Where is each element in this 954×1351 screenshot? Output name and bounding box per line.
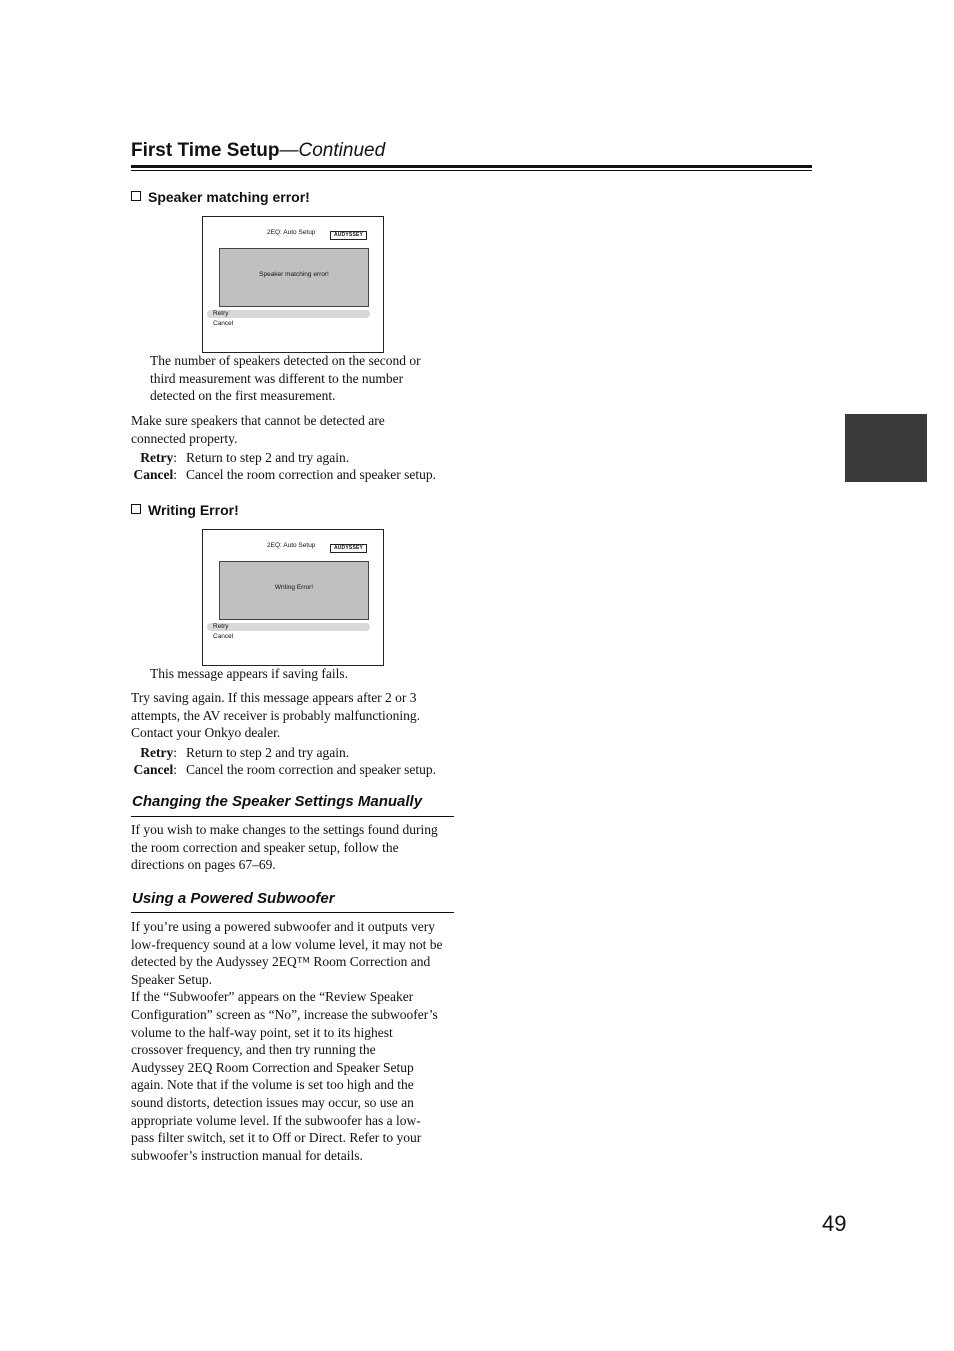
error-message-box: [219, 561, 369, 620]
retry-option: Retry: [213, 623, 229, 630]
writing-error-heading: Writing Error!: [131, 501, 239, 519]
speaker-matching-body: Make sure speakers that cannot be detected are connected property.: [131, 413, 385, 446]
powered-subwoofer-body: If you’re using a powered subwoofer and it outputs very low-frequency sound at a low volume level, it may not be detected by the Audyssey 2EQ™ Room Correction and Speaker Setup. If the “Subwoofer” appears on the “Review Speaker Configuration” screen as “No”, increase the subwoofer’s volume to the half-way point, set it to its highest crossover frequency, and then try running the Audyssey 2EQ Room Correction and Speaker Setup again. Note that if the volume is set too high and the sound distorts, detection issues may occur, so use an appropriate volume level. If the subwoofer has a low- pass filter switch, set it to Off or Direct. Refer to your subwoofer’s instruction manual for details.: [131, 919, 443, 1163]
header-rule-thin: [131, 170, 812, 171]
speaker-matching-error-screen: [202, 216, 384, 353]
writing-error-screen: [202, 529, 384, 666]
error-message-box: [219, 248, 369, 307]
audyssey-logo: AUDYSSEY: [330, 231, 367, 240]
page-title-continued: —Continued: [279, 140, 386, 161]
page-header: [131, 139, 812, 163]
speaker-matching-error-heading: Speaker matching error!: [131, 188, 310, 206]
option-highlight: [207, 310, 370, 318]
cancel-option: Cancel: [213, 633, 234, 640]
section-rule: [131, 912, 454, 913]
cancel-definition: Cancel: Cancel the room correction and speaker setup.: [133, 467, 437, 482]
speaker-matching-caption: The number of speakers detected on the second or third measurement was different to the number detected on the first measurement.: [150, 353, 421, 404]
page-number: 49: [822, 1211, 847, 1236]
cancel-option: Cancel: [213, 320, 234, 327]
page-title-main: First Time Setup: [131, 140, 280, 161]
retry-option: Retry: [213, 310, 229, 317]
checkbox-bullet-icon: [131, 504, 141, 514]
audyssey-logo: AUDYSSEY: [330, 544, 367, 553]
changing-speaker-settings-heading: Changing the Speaker Settings Manually: [132, 793, 423, 810]
screen-title: 2EQ: Auto Setup: [267, 229, 316, 236]
screen-title: 2EQ: Auto Setup: [267, 542, 316, 549]
chapter-tab: [845, 414, 927, 482]
header-rule-thick: [131, 165, 812, 168]
powered-subwoofer-heading: Using a Powered Subwoofer: [132, 890, 335, 907]
retry-definition: Retry: Return to step 2 and try again.: [140, 745, 350, 760]
option-highlight: [207, 623, 370, 631]
section-rule: [131, 816, 454, 817]
writing-error-body: Try saving again. If this message appears after 2 or 3 attempts, the AV receiver is probably malfunctioning. Contact your Onkyo dealer.: [131, 690, 420, 741]
writing-error-caption: This message appears if saving fails.: [150, 666, 348, 681]
page-title: [131, 139, 812, 163]
checkbox-bullet-icon: [131, 191, 141, 201]
error-message: Speaker matching error!: [259, 271, 329, 278]
changing-speaker-settings-body: If you wish to make changes to the settings found during the room correction and speaker setup, follow the directions on pages 67–69.: [131, 822, 438, 873]
error-message: Writing Error!: [274, 584, 314, 591]
cancel-definition: Cancel: Cancel the room correction and speaker setup.: [133, 762, 437, 777]
retry-definition: Retry: Return to step 2 and try again.: [140, 450, 350, 465]
